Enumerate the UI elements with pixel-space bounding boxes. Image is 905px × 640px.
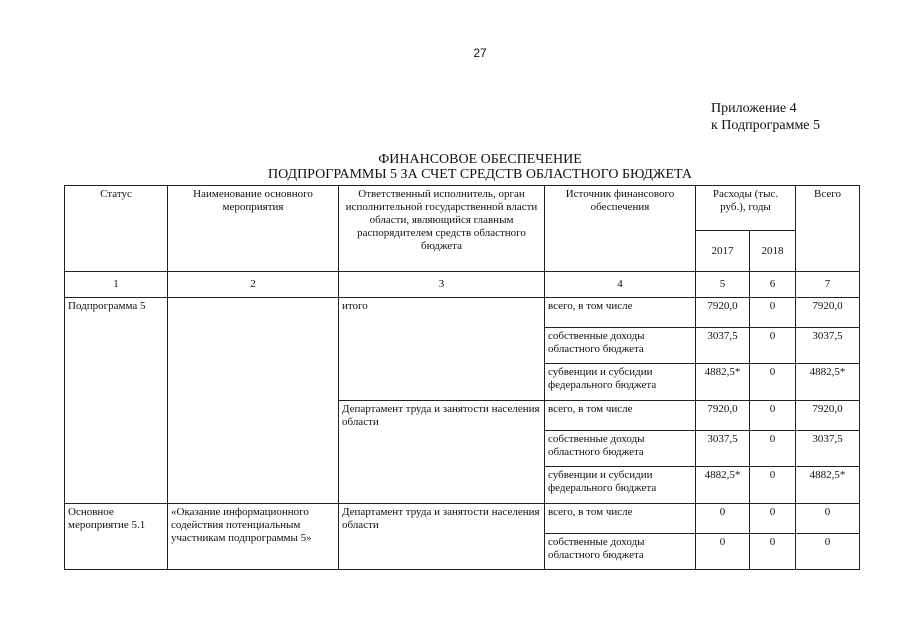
total-cell: 3037,5 [796,431,860,467]
activity-name-cell: «Оказание информационного содействия потенциальным участникам подпрограммы 5» [168,504,339,570]
value-2017-cell: 0 [696,504,750,534]
funding-source-cell: всего, в том числе [545,401,696,431]
executor-cell: итого [339,298,545,401]
column-number-cell: 3 [339,272,545,298]
funding-source-cell: всего, в том числе [545,298,696,328]
title-line-2: ПОДПРОГРАММЫ 5 ЗА СЧЕТ СРЕДСТВ ОБЛАСТНОГО БЮДЖЕТА [268,167,692,182]
value-2018-cell: 0 [750,364,796,401]
value-2017-cell: 0 [696,534,750,570]
value-2017-cell: 4882,5* [696,467,750,504]
header-expenses: Расходы (тыс. руб.), годы [696,186,796,231]
column-number-cell: 1 [65,272,168,298]
header-activity-name: Наименование основного мероприятия [168,186,339,272]
value-2017-cell: 3037,5 [696,431,750,467]
value-2017-cell: 4882,5* [696,364,750,401]
executor-cell: Департамент труда и занятости населения области [339,504,545,570]
activity-name-cell [168,298,339,504]
header-executor: Ответственный исполнитель, орган исполнительной государственной власти области, являющийся главным распорядителем средств областного бюджета [339,186,545,272]
value-2017-cell: 7920,0 [696,298,750,328]
column-number-cell: 6 [750,272,796,298]
table-row [65,504,860,534]
value-2018-cell: 0 [750,504,796,534]
header-year-2017: 2017 [696,231,750,272]
value-2017-cell: 7920,0 [696,401,750,431]
appendix-line-2: к Подпрограмме 5 [711,118,821,133]
status-cell: Основное мероприятие 5.1 [65,504,168,570]
value-2018-cell: 0 [750,534,796,570]
total-cell: 4882,5* [796,364,860,401]
funding-source-cell: собственные доходы областного бюджета [545,328,696,364]
total-cell: 0 [796,534,860,570]
header-funding-source: Источник финансового обеспечения [545,186,696,272]
total-cell: 7920,0 [796,298,860,328]
page-number: 27 [473,46,487,60]
column-number-cell: 7 [796,272,860,298]
funding-source-cell: всего, в том числе [545,504,696,534]
column-number-cell: 4 [545,272,696,298]
column-number-cell: 5 [696,272,750,298]
header-status: Статус [65,186,168,272]
funding-source-cell: собственные доходы областного бюджета [545,534,696,570]
document-title [200,152,760,182]
total-cell: 0 [796,504,860,534]
value-2017-cell: 3037,5 [696,328,750,364]
appendix-line-1: Приложение 4 [711,101,797,116]
funding-source-cell: субвенции и субсидии федерального бюджета [545,364,696,401]
financing-table [64,185,860,570]
header-year-2018: 2018 [750,231,796,272]
value-2018-cell: 0 [750,401,796,431]
table-row [65,298,860,328]
value-2018-cell: 0 [750,467,796,504]
column-number-cell: 2 [168,272,339,298]
funding-source-cell: субвенции и субсидии федерального бюджета [545,467,696,504]
appendix-note [711,100,820,134]
header-total: Всего [796,186,860,272]
total-cell: 7920,0 [796,401,860,431]
total-cell: 3037,5 [796,328,860,364]
status-cell: Подпрограмма 5 [65,298,168,504]
executor-cell: Департамент труда и занятости населения области [339,401,545,504]
total-cell: 4882,5* [796,467,860,504]
value-2018-cell: 0 [750,431,796,467]
title-line-1: ФИНАНСОВОЕ ОБЕСПЕЧЕНИЕ [378,152,582,167]
value-2018-cell: 0 [750,328,796,364]
funding-source-cell: собственные доходы областного бюджета [545,431,696,467]
value-2018-cell: 0 [750,298,796,328]
